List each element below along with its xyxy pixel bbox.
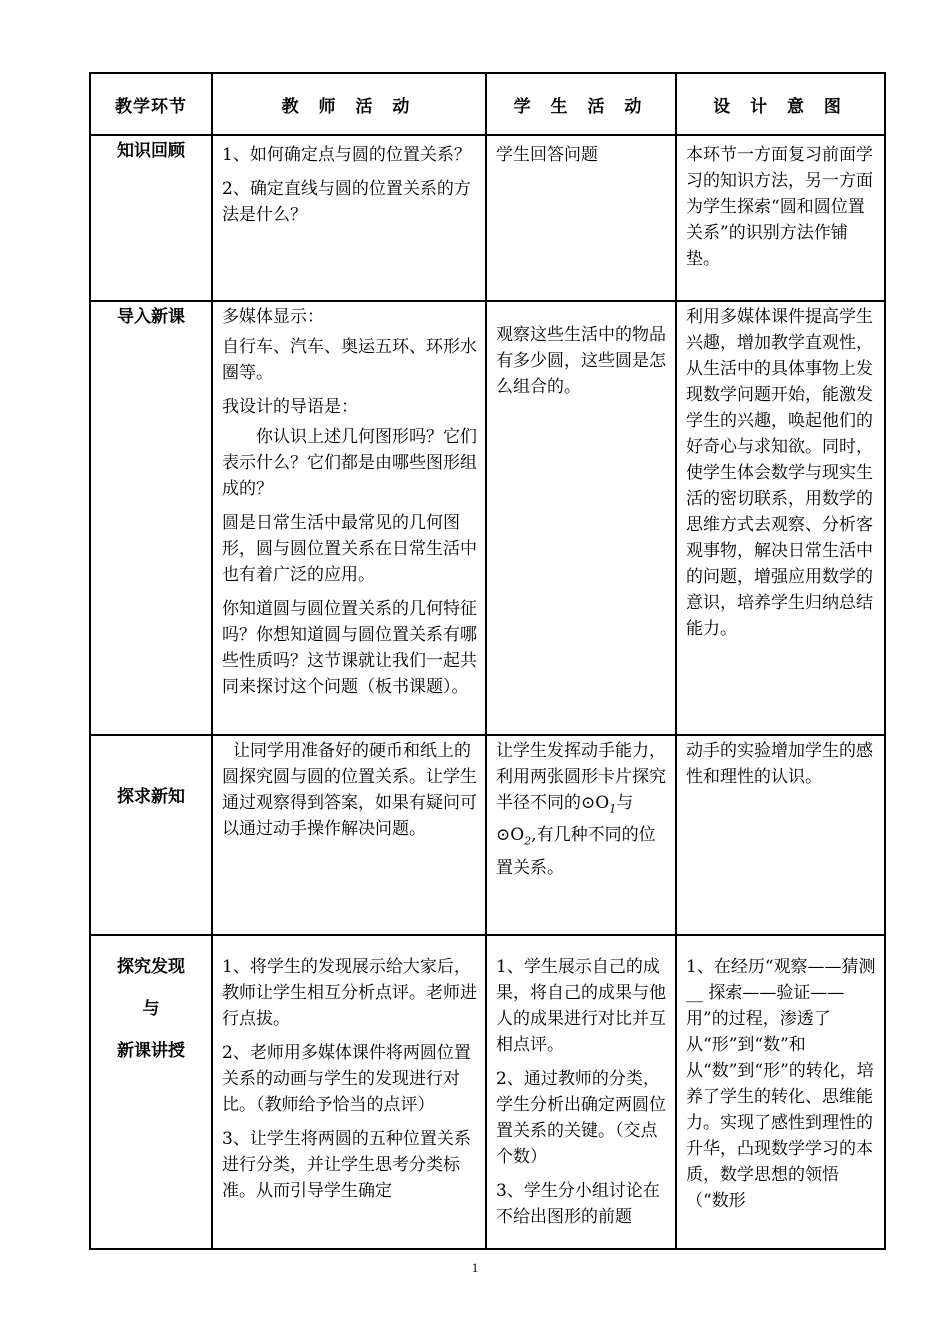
teacher-text: 1、将学生的发现展示给大家后，教师让学生相互分析点评。老师进行点拔。 xyxy=(222,957,477,1029)
design-intent-cell xyxy=(676,735,885,935)
teacher-text: 3、让学生将两圆的五种位置关系进行分类，并让学生思考分类标准。从而引导学生确定 xyxy=(222,1129,471,1201)
student-activity-cell xyxy=(486,735,676,935)
table-row xyxy=(90,135,885,301)
teacher-text: 我设计的导语是： xyxy=(222,397,358,417)
teacher-activity-cell xyxy=(212,135,486,301)
circle-o2-symbol: 与⊙O xyxy=(496,793,634,846)
stage-cell xyxy=(90,301,212,735)
header-student-activity: 学 生 活 动 xyxy=(486,73,676,135)
table-row xyxy=(90,735,885,935)
teacher-activity-cell xyxy=(212,735,486,935)
subscript: 2 xyxy=(524,834,532,848)
design-intent-cell xyxy=(676,301,885,735)
student-text: 3、学生分小组讨论在不给出图形的前题 xyxy=(496,1181,660,1227)
student-activity-cell xyxy=(486,135,676,301)
header-teacher-activity: 教 师 活 动 xyxy=(212,73,486,135)
teacher-text: 2、老师用多媒体课件将两圆位置关系的动画与学生的发现进行对比。（教师给予恰当的点评） xyxy=(222,1043,471,1115)
table-row xyxy=(90,301,885,735)
teacher-activity-cell xyxy=(212,935,486,1249)
intent-text: 1、在经历“观察——猜测__ 探索——验证——用”的过程，渗透了从“形”到“数”和从“数”到“形”的转化，培养了学生的转化、思维能力。实现了感性到理性的升华，凸现数学学习的本质，数学思想的领悟（“数形 xyxy=(686,957,876,1211)
intent-text: 本环节一方面复习前面学习的知识方法，另一方面为学生探索“圆和圆位置关系”的识别方法作铺垫。 xyxy=(686,145,873,269)
student-text-part: ,有几种不同的位置关系。 xyxy=(496,825,656,878)
student-text: 1、学生展示自己的成果，将自己的成果与他人的成果进行对比并互相点评。 xyxy=(496,957,666,1055)
student-text xyxy=(496,738,667,881)
teacher-text: 你知道圆与圆位置关系的几何特征吗？你想知道圆与圆位置关系有哪些性质吗？这节课就让我们一起共同来探讨这个问题（板书课题）。 xyxy=(222,599,477,697)
stage-cell xyxy=(90,735,212,935)
subscript: 1 xyxy=(609,802,617,816)
teacher-text: 圆是日常生活中最常见的几何图形，圆与圆位置关系在日常生活中也有着广泛的应用。 xyxy=(222,513,477,585)
student-activity-cell xyxy=(486,301,676,735)
stage-label: 探求新知 xyxy=(117,787,185,807)
teacher-text: 自行车、汽车、奥运五环、环形水圈等。 xyxy=(222,337,477,383)
table-header-row xyxy=(90,73,885,135)
student-text: 学生回答问题 xyxy=(496,145,598,165)
stage-label: 与 xyxy=(142,999,160,1019)
student-text: 观察这些生活中的物品有多少圆，这些圆是怎么组合的。 xyxy=(496,325,666,397)
stage-label: 导入新课 xyxy=(117,307,185,327)
student-text: 2、通过教师的分类，学生分析出确定两圆位置关系的关键。（交点个数） xyxy=(496,1069,666,1167)
page-number: 1 xyxy=(471,1260,479,1275)
header-design-intent: 设 计 意 图 xyxy=(676,73,885,135)
student-text-part: 让学生发挥动手能力，利用两张圆形卡片探究半径不同的 xyxy=(496,741,666,813)
circle-o1-symbol: ⊙O xyxy=(581,793,610,813)
teacher-activity-cell xyxy=(212,301,486,735)
teacher-text: 多媒体显示： xyxy=(222,307,324,327)
design-intent-cell xyxy=(676,135,885,301)
design-intent-cell xyxy=(676,935,885,1249)
intent-text: 动手的实验增加学生的感性和理性的认识。 xyxy=(686,741,873,787)
stage-label: 探究发现 xyxy=(117,957,185,977)
teacher-text: 1、如何确定点与圆的位置关系？ xyxy=(222,145,471,165)
stage-cell xyxy=(90,135,212,301)
student-activity-cell xyxy=(486,935,676,1249)
table-row xyxy=(90,935,885,1249)
intent-text: 利用多媒体课件提高学生兴趣，增加教学直观性，从生活中的具体事物上发现数学问题开始，能激发学生的兴趣，唤起他们的好奇心与求知欲。同时，使学生体会数学与现实生活的密切联系，用数学的思维方式去观察、分析客观事物，解决日常生活中的问题，增强应用数学的意识，培养学生归纳总结能力。 xyxy=(686,307,873,639)
stage-cell xyxy=(90,935,212,1249)
stage-label: 知识回顾 xyxy=(117,141,185,161)
teacher-text: 你认识上述几何图形吗？它们表示什么？它们都是由哪些图形组成的？ xyxy=(222,427,477,499)
header-stage: 教学环节 xyxy=(90,73,212,135)
lesson-plan-table xyxy=(89,72,886,1250)
teacher-text: 2、确定直线与圆的位置关系的方法是什么？ xyxy=(222,179,471,225)
teacher-text: 让同学用准备好的硬币和纸上的圆探究圆与圆的位置关系。让学生通过观察得到答案，如果有疑问可以通过动手操作解决问题。 xyxy=(222,741,477,839)
stage-label: 新课讲授 xyxy=(117,1041,185,1061)
